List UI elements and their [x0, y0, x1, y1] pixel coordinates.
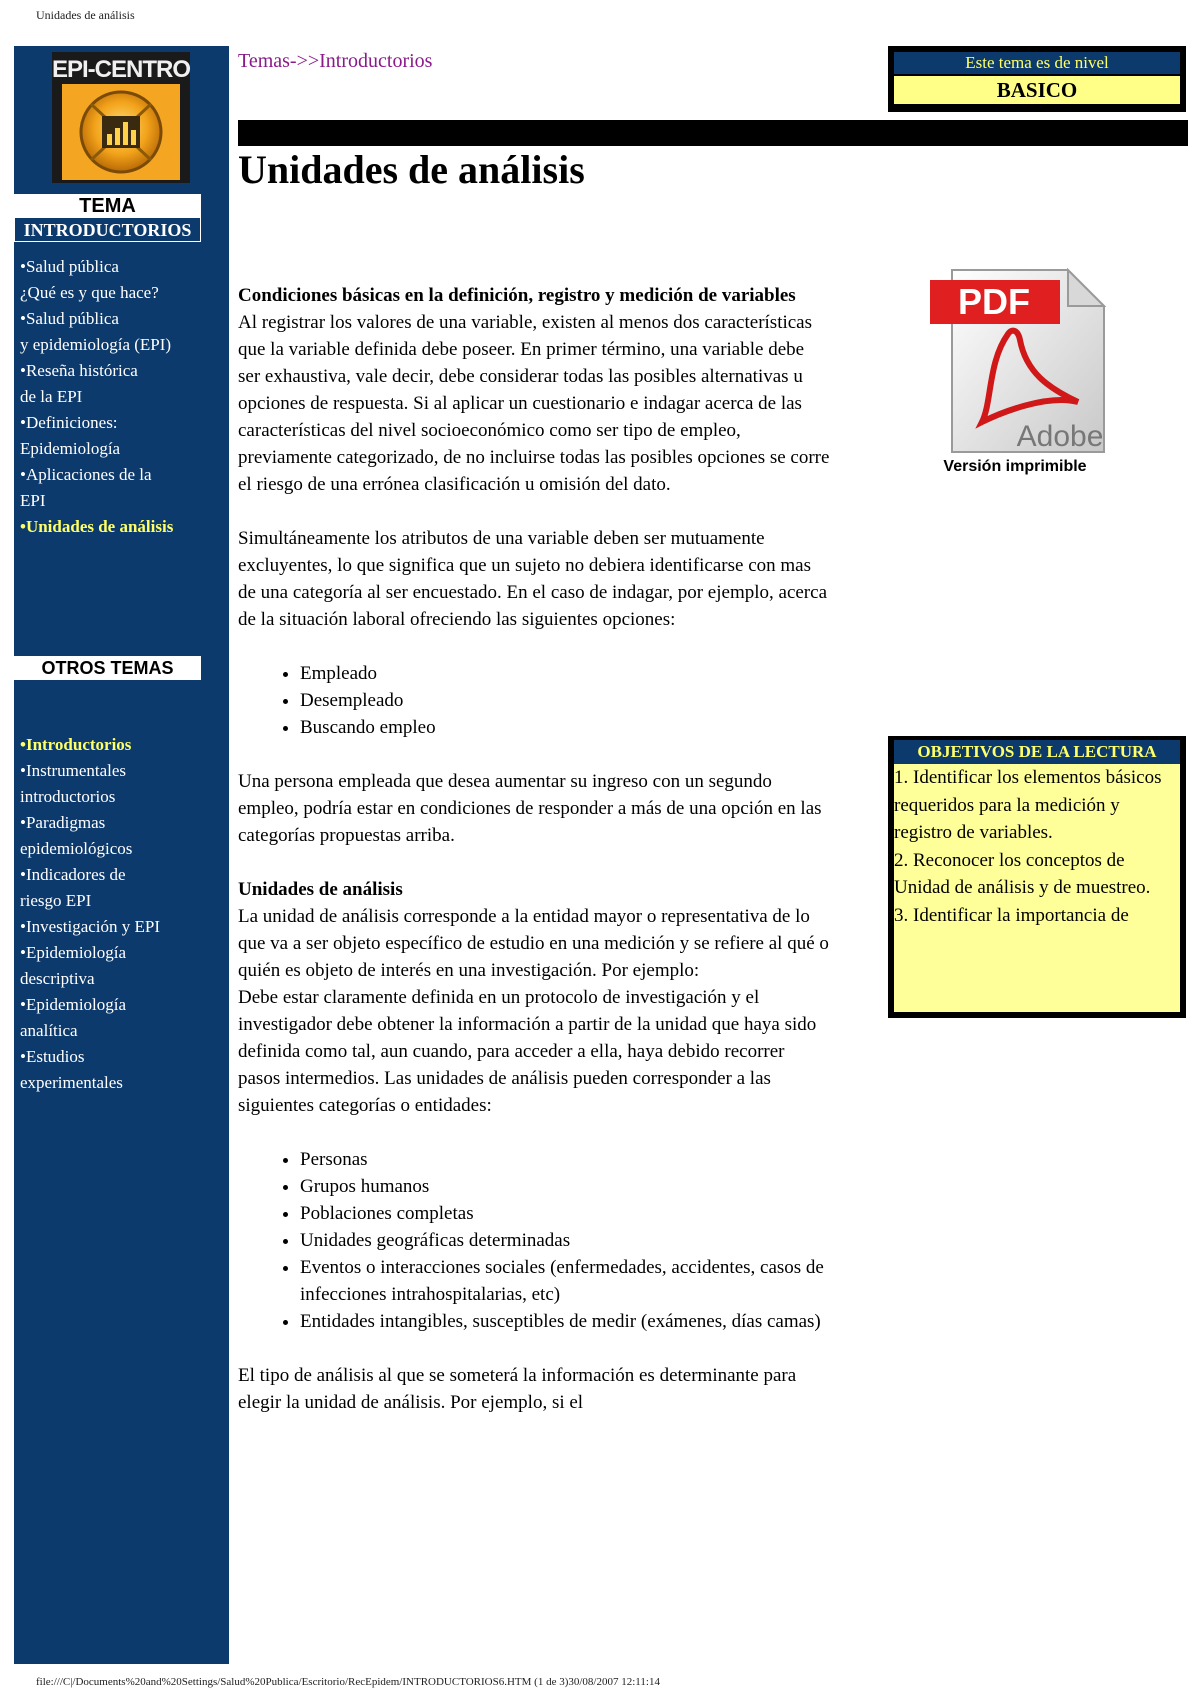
nav-investigacion[interactable]: •Investigación y EPI — [20, 917, 161, 936]
title-bar — [238, 120, 1188, 146]
nivel-value: BASICO — [894, 76, 1180, 104]
nav-salud-publica-epi[interactable]: •Salud pública — [20, 309, 119, 328]
paragraph: Debe estar claramente definida en un protocolo de investigación y el investigador debe obtener la información a partir de la unidad que haya sido definida como tal, aun cuando, para acceder a ella, haya debido recorrer pasos intermedios. Las unidades de análisis pueden corresponder a las siguientes categorías o entidades: — [238, 987, 817, 1116]
otros-temas-label: OTROS TEMAS — [14, 656, 201, 680]
paragraph: La unidad de análisis corresponde a la entidad mayor o representativa de lo que va a ser objeto específico de estudio en una medición y se refiere al qué o quién es objeto de interés en una investigación. Por ejemplo: — [238, 906, 829, 981]
nav-estudios[interactable]: •Estudios — [20, 1047, 85, 1066]
nav-indicadores-2[interactable]: riesgo EPI — [20, 891, 92, 910]
objetivos-body — [894, 764, 1180, 1012]
nav-unidades-analisis[interactable]: •Unidades de análisis — [20, 517, 174, 536]
nav-resena-historica-2[interactable]: de la EPI — [20, 387, 83, 406]
otros-temas-nav — [20, 732, 220, 1096]
list-item: • Entidades intangibles, susceptibles de medir (exámenes, días camas) — [300, 1308, 830, 1335]
tema-box — [14, 194, 201, 242]
print-footer: file:///C|/Documents%20and%20Settings/Salud%20Publica/Escritorio/RecEpidem/INTRODUCTORIOS6.HTM (1 de 3)30/08/2007 12:11:14 — [36, 1676, 660, 1688]
nav-epi-analitica[interactable]: •Epidemiología — [20, 995, 127, 1014]
nivel-label: Este tema es de nivel — [894, 52, 1180, 74]
list-item: • Grupos humanos — [300, 1173, 830, 1200]
nav-epi-descriptiva-2[interactable]: descriptiva — [20, 969, 95, 988]
unidades-list — [238, 1146, 830, 1335]
objetivos-title: OBJETIVOS DE LA LECTURA — [894, 740, 1180, 764]
nivel-box — [888, 46, 1186, 112]
section-title: Condiciones básicas en la definición, registro y medición de variables — [238, 285, 796, 306]
nav-aplicaciones-2[interactable]: EPI — [20, 491, 46, 510]
nav-definiciones[interactable]: •Definiciones: — [20, 413, 118, 432]
objetivo-item: 2. Reconocer los conceptos de Unidad de análisis y de muestreo. — [894, 849, 1151, 898]
nav-paradigmas[interactable]: •Paradigmas — [20, 813, 106, 832]
chart-emblem-icon — [62, 84, 180, 180]
nav-salud-publica-que-es[interactable]: ¿Qué es y que hace? — [20, 283, 159, 302]
nav-salud-publica-epi-2[interactable]: y epidemiología (EPI) — [20, 335, 172, 354]
nav-definiciones-2[interactable]: Epidemiología — [20, 439, 121, 458]
tema-value: INTRODUCTORIOS — [14, 218, 201, 242]
nav-estudios-2[interactable]: experimentales — [20, 1073, 123, 1092]
nav-instrumentales[interactable]: •Instrumentales — [20, 761, 127, 780]
list-item: • Buscando empleo — [300, 714, 830, 741]
logo-text: EPI-CENTRO — [52, 56, 191, 83]
list-item: • Desempleado — [300, 687, 830, 714]
list-item: • Empleado — [300, 660, 830, 687]
paragraph: Una persona empleada que desea aumentar su ingreso con un segundo empleo, podría estar en condiciones de responder a más de una opción en las categorías propuestas arriba. — [238, 771, 822, 846]
objetivo-item: 3. Identificar la importancia de — [894, 904, 1129, 926]
paragraph: Al registrar los valores de una variable, existen al menos dos características que la variable definida debe poseer. En primer término, una variable debe ser exhaustiva, vale decir, debe considerar todas las posibles alternativas u opciones de respuesta. Si al aplicar un cuestionario e indagar acerca de las características del nivel socioeconómico como ser tipo de empleo, previamente categorizado, de no incluirse todas las posibles opciones se corre el riesgo de una errónea clasificación u omisión del dato. — [238, 312, 830, 495]
list-item: • Unidades geográficas determinadas — [300, 1227, 830, 1254]
nav-introductorios[interactable]: •Introductorios — [20, 735, 132, 754]
nav-aplicaciones[interactable]: •Aplicaciones de la — [20, 465, 152, 484]
list-item: • Eventos o interacciones sociales (enfermedades, accidentes, casos de infecciones intrahospitalarias, etc) — [300, 1254, 830, 1308]
tema-label: TEMA — [14, 194, 201, 218]
pdf-badge-text: PDF — [958, 281, 1030, 322]
nav-indicadores[interactable]: •Indicadores de — [20, 865, 126, 884]
main-content — [238, 282, 830, 1443]
epi-centro-logo[interactable] — [52, 52, 190, 183]
pdf-file-icon — [928, 262, 1114, 462]
situacion-laboral-list — [238, 660, 830, 741]
paragraph: Simultáneamente los atributos de una variable deben ser mutuamente excluyentes, lo que significa que un sujeto no debiera identificarse con mas de una categoría al ser encuestado. En el caso de indagar, por ejemplo, acerca de la situación laboral ofreciendo las siguientes opciones: — [238, 528, 827, 630]
nav-paradigmas-2[interactable]: epidemiológicos — [20, 839, 133, 858]
objetivos-box — [888, 736, 1186, 1018]
nav-salud-publica[interactable]: •Salud pública — [20, 257, 119, 276]
breadcrumb[interactable]: Temas->>Introductorios — [238, 50, 433, 72]
paragraph: El tipo de análisis al que se someterá la información es determinante para elegir la unidad de análisis. Por ejemplo, si el — [238, 1365, 797, 1413]
sidebar — [14, 46, 229, 1664]
list-item: • Poblaciones completas — [300, 1200, 830, 1227]
tema-nav — [20, 254, 220, 540]
page-title: Unidades de análisis — [238, 147, 585, 192]
section-title: Unidades de análisis — [238, 879, 403, 900]
nav-instrumentales-2[interactable]: introductorios — [20, 787, 116, 806]
adobe-text: Adobe — [1016, 420, 1104, 453]
nav-resena-historica[interactable]: •Reseña histórica — [20, 361, 138, 380]
print-header: Unidades de análisis — [36, 8, 135, 22]
pdf-caption[interactable]: Versión imprimible — [943, 458, 1087, 475]
nav-epi-analitica-2[interactable]: analítica — [20, 1021, 78, 1040]
list-item: • Personas — [300, 1146, 830, 1173]
nav-epi-descriptiva[interactable]: •Epidemiología — [20, 943, 127, 962]
pdf-download[interactable] — [928, 262, 1114, 482]
objetivo-item: 1. Identificar los elementos básicos requeridos para la medición y registro de variables. — [894, 767, 1162, 843]
